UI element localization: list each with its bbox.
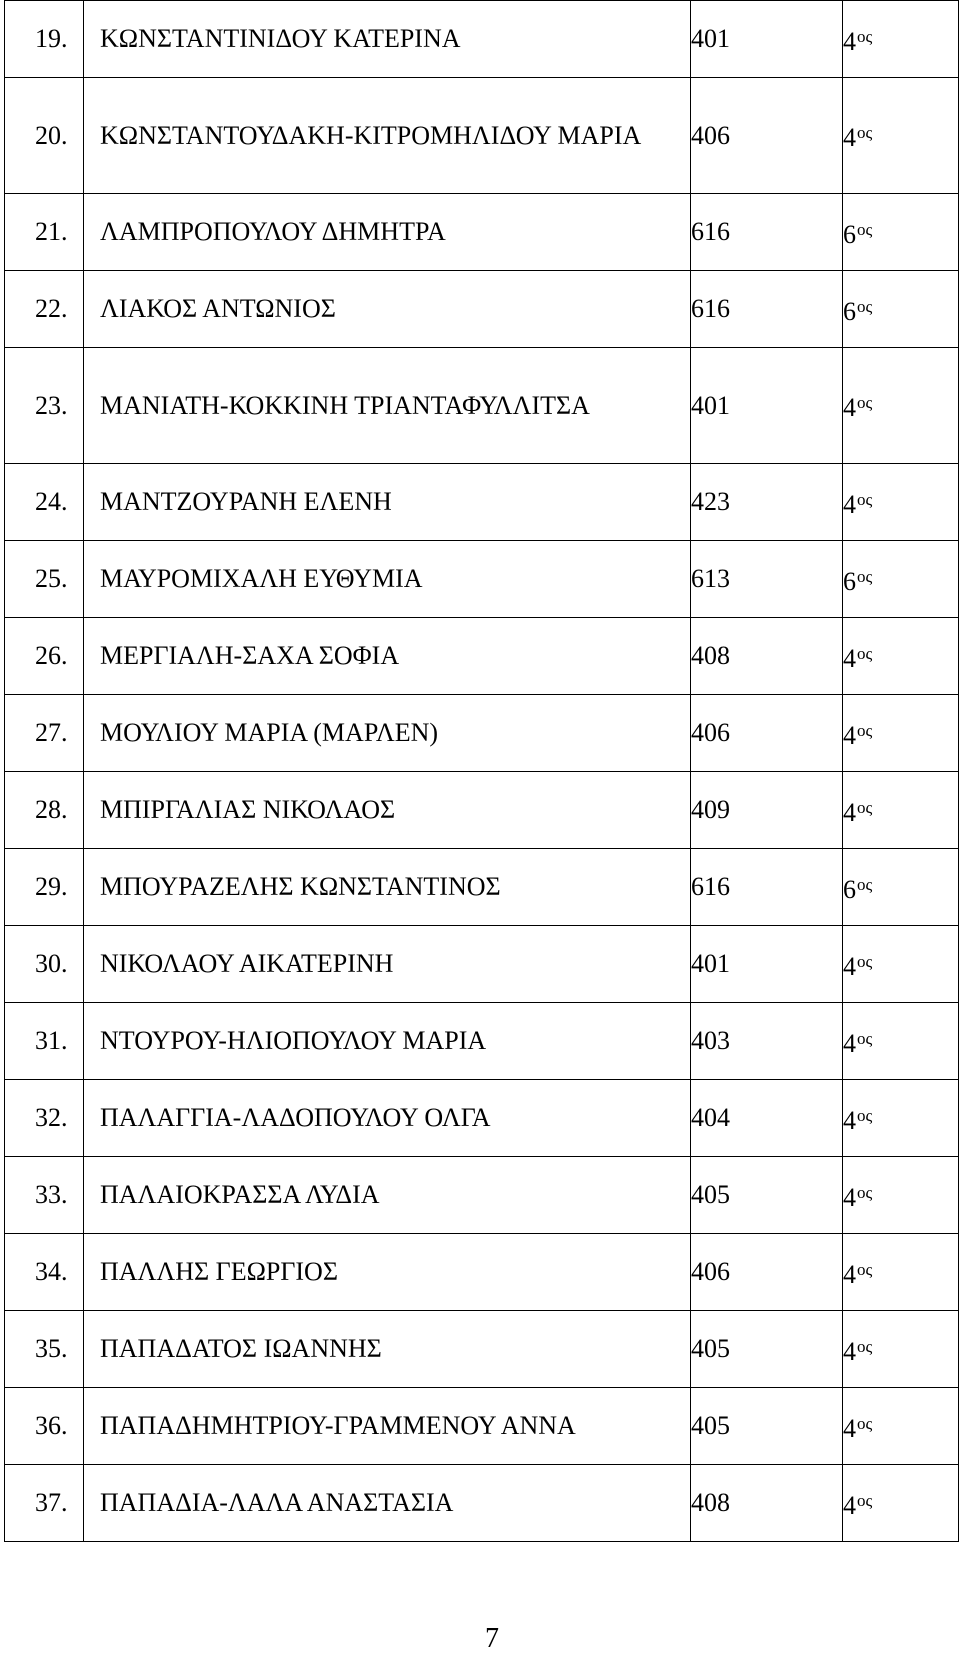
row-number: 21. — [5, 194, 84, 271]
grade-suffix: ος — [857, 489, 873, 509]
person-name: ΜΑΥΡΟΜΙΧΑΛΗ ΕΥΘΥΜΙΑ — [84, 541, 691, 618]
grade-value: 4 — [843, 26, 856, 56]
grade-suffix: ος — [857, 296, 873, 316]
grade-suffix: ος — [857, 26, 873, 46]
grade-cell — [843, 541, 959, 618]
class-code: 403 — [691, 1003, 843, 1080]
grade-suffix: ος — [857, 1413, 873, 1433]
grade-suffix: ος — [857, 874, 873, 894]
grade-suffix: ος — [857, 1105, 873, 1125]
grade-cell — [843, 926, 959, 1003]
class-code: 401 — [691, 1, 843, 78]
class-code: 409 — [691, 772, 843, 849]
grade-value: 4 — [843, 1105, 856, 1135]
grade-cell — [843, 1465, 959, 1542]
grade-suffix: ος — [857, 1182, 873, 1202]
class-code: 408 — [691, 618, 843, 695]
page-number: 7 — [485, 1623, 499, 1654]
grade-value: 6 — [843, 566, 856, 596]
table-row — [5, 695, 959, 772]
class-code: 406 — [691, 695, 843, 772]
person-name: ΠΑΠΑΔΗΜΗΤΡΙΟΥ-ΓΡΑΜΜΕΝΟΥ ΑΝΝΑ — [84, 1388, 691, 1465]
roster-table — [4, 0, 959, 1542]
grade-cell — [843, 348, 959, 464]
grade-cell — [843, 772, 959, 849]
person-name: ΚΩΝΣΤΑΝΤΟΥΔΑΚΗ-ΚΙΤΡΟΜΗΛΙΔΟΥ ΜΑΡΙΑ — [84, 78, 691, 194]
row-number: 28. — [5, 772, 84, 849]
row-number: 37. — [5, 1465, 84, 1542]
row-number: 23. — [5, 348, 84, 464]
person-name: ΜΑΝΙΑΤΗ-ΚΟΚΚΙΝΗ ΤΡΙΑΝΤΑΦΥΛΛΙΤΣΑ — [84, 348, 691, 464]
row-number: 24. — [5, 464, 84, 541]
table-row — [5, 1388, 959, 1465]
table-row — [5, 618, 959, 695]
table-row — [5, 541, 959, 618]
table-row — [5, 1080, 959, 1157]
row-number: 19. — [5, 1, 84, 78]
person-name: ΜΠΙΡΓΑΛΙΑΣ ΝΙΚΟΛΑΟΣ — [84, 772, 691, 849]
class-code: 406 — [691, 1234, 843, 1311]
person-name: ΚΩΝΣΤΑΝΤΙΝΙΔΟΥ ΚΑΤΕΡΙΝΑ — [84, 1, 691, 78]
row-number: 27. — [5, 695, 84, 772]
grade-value: 4 — [843, 1028, 856, 1058]
table-row — [5, 464, 959, 541]
grade-suffix: ος — [857, 1490, 873, 1510]
grade-cell — [843, 1003, 959, 1080]
person-name: ΜΕΡΓΙΑΛΗ-ΣΑΧΑ ΣΟΦΙΑ — [84, 618, 691, 695]
grade-value: 4 — [843, 1182, 856, 1212]
grade-suffix: ος — [857, 951, 873, 971]
grade-value: 4 — [843, 489, 856, 519]
grade-value: 4 — [843, 720, 856, 750]
class-code: 404 — [691, 1080, 843, 1157]
grade-cell — [843, 271, 959, 348]
grade-value: 4 — [843, 797, 856, 827]
table-row — [5, 271, 959, 348]
grade-cell — [843, 1080, 959, 1157]
class-code: 405 — [691, 1311, 843, 1388]
person-name: ΜΟΥΛΙΟΥ ΜΑΡΙΑ (ΜΑΡΛΕΝ) — [84, 695, 691, 772]
person-name: ΝΙΚΟΛΑΟΥ ΑΙΚΑΤΕΡΙΝΗ — [84, 926, 691, 1003]
row-number: 20. — [5, 78, 84, 194]
grade-cell — [843, 78, 959, 194]
grade-suffix: ος — [857, 797, 873, 817]
grade-value: 4 — [843, 123, 856, 152]
class-code: 408 — [691, 1465, 843, 1542]
table-row — [5, 1234, 959, 1311]
grade-value: 6 — [843, 296, 856, 326]
grade-suffix: ος — [857, 720, 873, 740]
row-number: 32. — [5, 1080, 84, 1157]
class-code: 401 — [691, 348, 843, 464]
grade-suffix: ος — [857, 123, 873, 142]
person-name: ΝΤΟΥΡΟΥ-ΗΛΙΟΠΟΥΛΟΥ ΜΑΡΙΑ — [84, 1003, 691, 1080]
row-number: 33. — [5, 1157, 84, 1234]
grade-cell — [843, 1157, 959, 1234]
class-code: 616 — [691, 849, 843, 926]
person-name: ΜΑΝΤΖΟΥΡΑΝΗ ΕΛΕΝΗ — [84, 464, 691, 541]
grade-suffix: ος — [857, 1259, 873, 1279]
table-row — [5, 1311, 959, 1388]
class-code: 401 — [691, 926, 843, 1003]
class-code: 406 — [691, 78, 843, 194]
table-row — [5, 772, 959, 849]
table-row — [5, 348, 959, 464]
grade-value: 4 — [843, 1336, 856, 1366]
class-code: 613 — [691, 541, 843, 618]
grade-suffix: ος — [857, 643, 873, 663]
grade-value: 6 — [843, 874, 856, 904]
grade-cell — [843, 1, 959, 78]
grade-cell — [843, 464, 959, 541]
person-name: ΜΠΟΥΡΑΖΕΛΗΣ ΚΩΝΣΤΑΝΤΙΝΟΣ — [84, 849, 691, 926]
grade-value: 6 — [843, 219, 856, 249]
class-code: 405 — [691, 1388, 843, 1465]
row-number: 29. — [5, 849, 84, 926]
grade-suffix: ος — [857, 219, 873, 239]
person-name: ΠΑΛΛΗΣ ΓΕΩΡΓΙΟΣ — [84, 1234, 691, 1311]
grade-value: 4 — [843, 1413, 856, 1443]
class-code: 616 — [691, 271, 843, 348]
table-row — [5, 1, 959, 78]
grade-cell — [843, 618, 959, 695]
class-code: 616 — [691, 194, 843, 271]
row-number: 31. — [5, 1003, 84, 1080]
grade-value: 4 — [843, 393, 856, 422]
table-row — [5, 78, 959, 194]
row-number: 34. — [5, 1234, 84, 1311]
row-number: 25. — [5, 541, 84, 618]
grade-cell — [843, 849, 959, 926]
row-number: 35. — [5, 1311, 84, 1388]
row-number: 26. — [5, 618, 84, 695]
person-name: ΛΑΜΠΡΟΠΟΥΛΟΥ ΔΗΜΗΤΡΑ — [84, 194, 691, 271]
table-row — [5, 849, 959, 926]
person-name: ΠΑΛΑΙΟΚΡΑΣΣΑ ΛΥΔΙΑ — [84, 1157, 691, 1234]
table-row — [5, 194, 959, 271]
grade-suffix: ος — [857, 393, 873, 412]
grade-cell — [843, 695, 959, 772]
person-name: ΠΑΠΑΔΙΑ-ΛΑΛΑ ΑΝΑΣΤΑΣΙΑ — [84, 1465, 691, 1542]
row-number: 36. — [5, 1388, 84, 1465]
table-row — [5, 926, 959, 1003]
grade-value: 4 — [843, 1490, 856, 1520]
roster-body — [5, 1, 959, 1542]
grade-value: 4 — [843, 643, 856, 673]
grade-suffix: ος — [857, 1028, 873, 1048]
grade-cell — [843, 1234, 959, 1311]
grade-suffix: ος — [857, 566, 873, 586]
grade-value: 4 — [843, 1259, 856, 1289]
grade-cell — [843, 194, 959, 271]
person-name: ΠΑΛΑΓΓΙΑ-ΛΑΔΟΠΟΥΛΟΥ ΟΛΓΑ — [84, 1080, 691, 1157]
grade-cell — [843, 1388, 959, 1465]
class-code: 423 — [691, 464, 843, 541]
grade-suffix: ος — [857, 1336, 873, 1356]
class-code: 405 — [691, 1157, 843, 1234]
person-name: ΠΑΠΑΔΑΤΟΣ ΙΩΑΝΝΗΣ — [84, 1311, 691, 1388]
table-row — [5, 1003, 959, 1080]
table-row — [5, 1465, 959, 1542]
grade-value: 4 — [843, 951, 856, 981]
row-number: 30. — [5, 926, 84, 1003]
grade-cell — [843, 1311, 959, 1388]
table-row — [5, 1157, 959, 1234]
person-name: ΛΙΑΚΟΣ ΑΝΤΩΝΙΟΣ — [84, 271, 691, 348]
row-number: 22. — [5, 271, 84, 348]
